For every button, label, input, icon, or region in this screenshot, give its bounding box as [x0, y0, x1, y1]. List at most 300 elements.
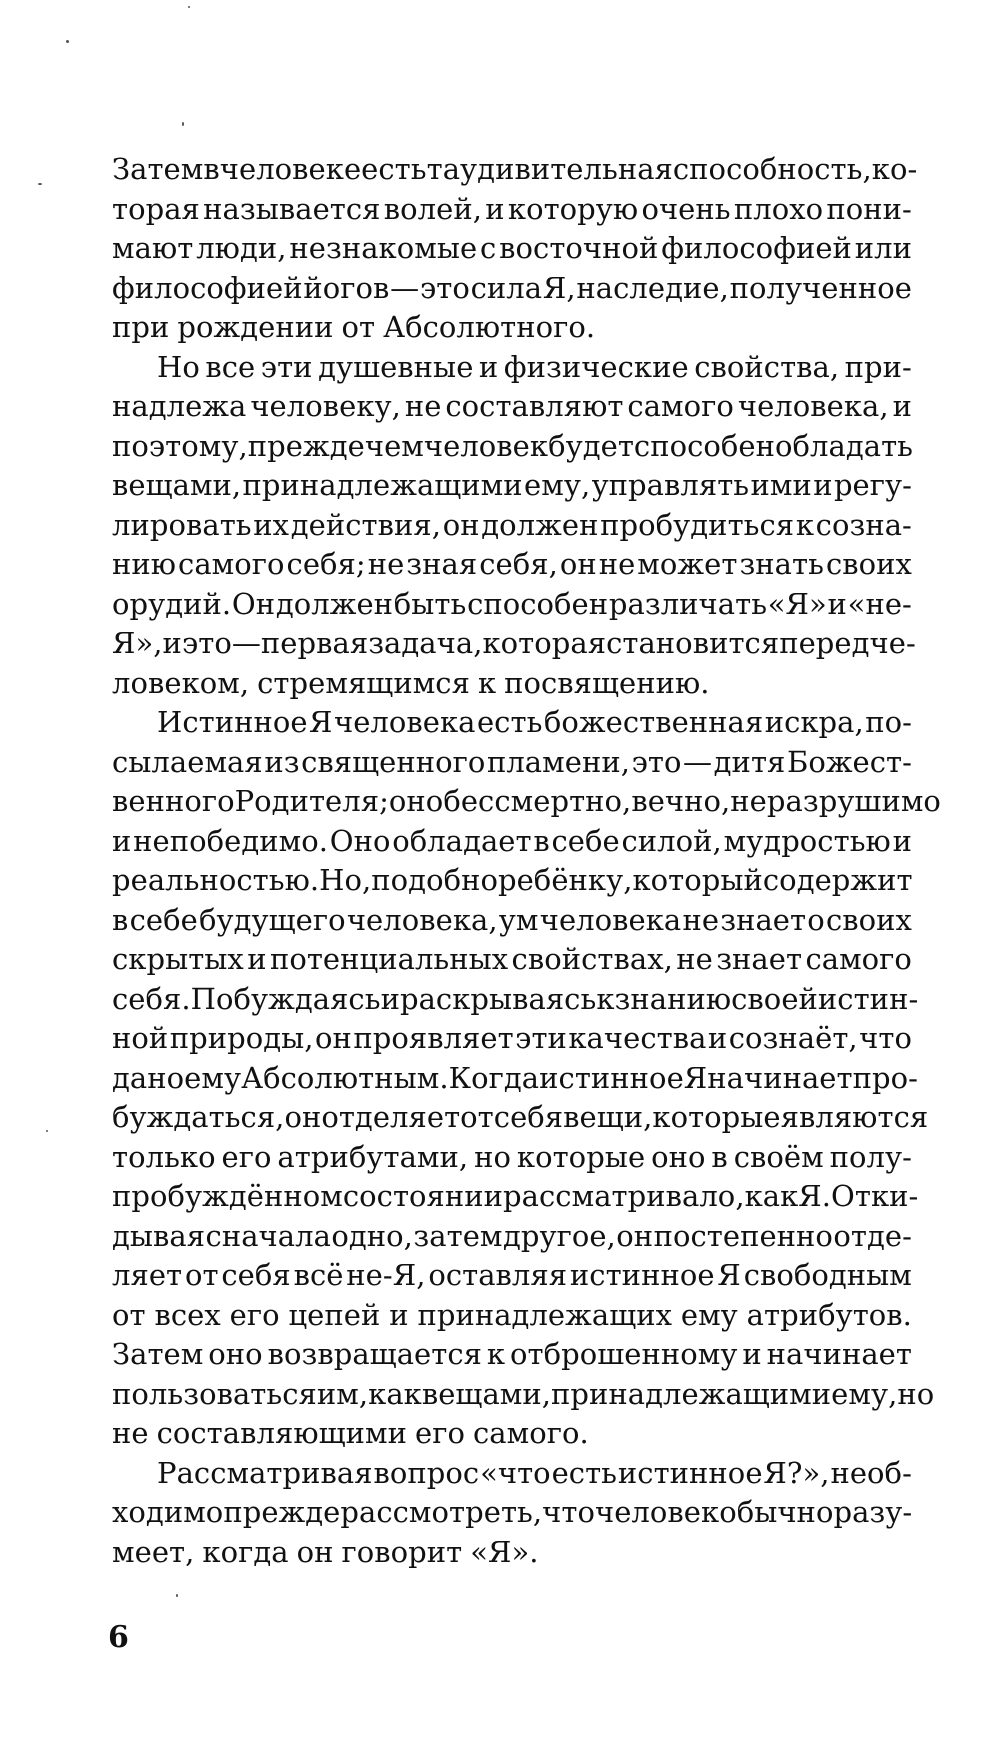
word: будущего: [199, 902, 346, 937]
word: Но: [157, 349, 200, 384]
word: знанию: [614, 981, 732, 1016]
word: Побуждаясь: [190, 981, 381, 1016]
word: рассматривало,: [503, 1179, 745, 1213]
word: философией: [661, 231, 852, 265]
word: подобно: [371, 863, 498, 897]
word: что: [859, 1021, 912, 1055]
word: регу-: [833, 468, 912, 502]
word: только: [112, 1139, 216, 1174]
word: эти: [515, 1021, 567, 1055]
word: и: [478, 349, 499, 384]
word: затем: [413, 1218, 503, 1253]
word: волей,: [383, 191, 482, 226]
word: ими: [750, 468, 812, 502]
text-line: [112, 1256, 912, 1296]
word: принадлежащими: [242, 468, 523, 502]
word: Рассматривая: [157, 1455, 373, 1490]
word: это: [419, 270, 470, 305]
word: состоянии: [342, 1179, 504, 1213]
word: себя;: [286, 547, 366, 581]
word: первая: [260, 626, 369, 660]
word: принадлежащих: [417, 1297, 672, 1332]
word: человека,: [346, 902, 498, 937]
word: все: [205, 349, 256, 384]
text-line: [112, 822, 912, 862]
word: че-: [869, 626, 916, 660]
word: про-: [852, 1060, 918, 1095]
word: о: [807, 902, 825, 937]
word: мают: [112, 231, 194, 265]
word: оставляя: [428, 1258, 568, 1292]
word: он: [284, 1100, 322, 1134]
word: «не-: [847, 586, 912, 621]
text-line: [112, 901, 912, 941]
word: и: [247, 942, 267, 976]
word: орудий.: [112, 586, 232, 621]
word: себя,: [479, 547, 558, 581]
word: истин-: [817, 981, 919, 1016]
word: и: [892, 823, 912, 858]
word: качества: [568, 1021, 707, 1055]
word: оно: [208, 1337, 263, 1371]
word: начинает: [707, 1060, 853, 1095]
word: в: [533, 823, 550, 858]
word: оно: [651, 1139, 706, 1174]
text-line: [112, 1414, 912, 1454]
word: и: [892, 389, 912, 423]
word: наследие,: [576, 270, 729, 305]
word: не: [367, 547, 405, 581]
text-line: [112, 466, 912, 506]
word: пользоваться: [112, 1376, 317, 1411]
text-line: [112, 348, 912, 388]
word: сила: [470, 270, 543, 305]
word: рождении: [177, 310, 334, 344]
word: и: [380, 981, 400, 1016]
word: потенциальных: [269, 942, 509, 976]
word: но: [897, 1376, 935, 1411]
word: мудростью: [723, 823, 891, 858]
word: в: [203, 152, 220, 186]
word: ему,: [831, 1376, 898, 1411]
word: бессмертно,: [443, 784, 632, 818]
word: называется: [203, 191, 381, 226]
word: Затем: [112, 152, 204, 186]
word: от: [112, 1297, 146, 1332]
word: говорит: [341, 1534, 463, 1569]
word: перед: [779, 626, 870, 660]
text-line: [112, 427, 912, 467]
word: и: [813, 468, 833, 502]
word: как: [368, 1376, 422, 1411]
word: Я»,: [112, 626, 163, 660]
text-line: [112, 624, 916, 664]
word: вещи,: [563, 1100, 653, 1134]
word: есть: [551, 1455, 618, 1490]
word: Я?»,: [763, 1455, 830, 1490]
word: ему: [680, 1297, 738, 1332]
word: полученное: [729, 270, 912, 305]
word: он: [296, 1534, 334, 1569]
word: скрытых: [112, 942, 244, 976]
word: самого.: [472, 1416, 589, 1450]
text-line: [112, 664, 912, 704]
word: истинное: [617, 1455, 763, 1490]
text-line: [112, 308, 912, 348]
word: отде-: [833, 1218, 912, 1253]
word: Оно: [329, 823, 391, 858]
word: быть: [393, 586, 467, 621]
word: есть: [476, 705, 543, 739]
word: Родителя;: [234, 784, 389, 818]
word: своём: [733, 1139, 824, 1174]
word: пони-: [826, 191, 912, 226]
word: и: [162, 626, 182, 660]
text-line: [112, 743, 912, 783]
word: Я.: [798, 1179, 832, 1213]
word: обладать: [775, 428, 914, 463]
word: поэтому,: [112, 428, 248, 463]
word: он: [559, 547, 597, 581]
text-line: [112, 585, 912, 625]
word: дано: [112, 1060, 185, 1095]
word: начинает: [766, 1337, 912, 1371]
word: сначала: [205, 1218, 331, 1253]
word: цепей: [288, 1297, 381, 1332]
word: сознаёт,: [728, 1021, 858, 1055]
word: к: [596, 981, 615, 1016]
text-line: [112, 1375, 935, 1415]
word: становится: [606, 626, 780, 660]
word: человек: [423, 428, 549, 463]
text-line: [112, 1019, 912, 1059]
word: задача,: [368, 626, 483, 660]
word: ловеком,: [112, 665, 250, 700]
word: реальностью.: [112, 863, 320, 897]
word: своих: [825, 547, 912, 581]
word: «что: [480, 1455, 551, 1490]
text-line: [112, 980, 919, 1020]
word: одно,: [331, 1218, 413, 1253]
word: надлежа: [112, 389, 247, 423]
word: —: [390, 270, 420, 305]
word: когда: [202, 1534, 289, 1569]
word: он: [442, 507, 480, 542]
word: торая: [112, 191, 200, 226]
word: от: [460, 1100, 494, 1134]
word: нию: [112, 547, 177, 581]
word: оно: [388, 784, 444, 818]
word: свободным: [743, 1258, 912, 1292]
word: от: [184, 1258, 219, 1292]
text-line: [112, 782, 941, 822]
word: ему: [184, 1060, 242, 1095]
word: неразрушимо: [730, 784, 941, 818]
word: должен: [481, 507, 599, 542]
word: удивительная: [460, 152, 673, 186]
word: его: [415, 1416, 465, 1450]
word: душевные: [318, 349, 474, 384]
word: ходимо: [112, 1495, 224, 1529]
word: содержит: [762, 863, 913, 897]
word: вечно,: [631, 784, 731, 818]
word: —: [231, 626, 261, 660]
word: Я: [683, 1060, 708, 1095]
word: с: [480, 231, 497, 265]
word: силой,: [621, 823, 722, 858]
word: физические: [503, 349, 689, 384]
word: венного: [112, 784, 235, 818]
word: при-: [844, 349, 912, 384]
word: чем: [364, 428, 424, 463]
word: полу-: [829, 1139, 912, 1174]
word: которые: [516, 1139, 646, 1174]
word: и: [827, 586, 847, 621]
text-line: [112, 940, 912, 980]
word: которая: [482, 626, 607, 660]
word: он: [315, 1021, 352, 1055]
scan-speck: [38, 183, 42, 185]
word: незнакомые: [289, 231, 478, 265]
word: прежде: [223, 1495, 341, 1529]
word: раскрываясь: [399, 981, 597, 1016]
word: постепенно: [653, 1218, 833, 1253]
word: человек: [595, 1495, 720, 1529]
word: разу-: [833, 1495, 913, 1529]
word: и: [485, 191, 505, 226]
word: вопрос: [373, 1455, 480, 1490]
word: очень: [641, 191, 731, 226]
word: способность,: [672, 152, 872, 186]
word: всё: [293, 1258, 344, 1292]
word: люди,: [196, 231, 287, 265]
word: отделяет: [321, 1100, 461, 1134]
word: самого: [805, 942, 912, 976]
word: не: [112, 1416, 149, 1450]
word: посвящению.: [504, 665, 710, 700]
word: себя.: [112, 981, 191, 1016]
word: являются: [780, 1100, 929, 1134]
paragraph-2: [112, 348, 916, 704]
word: Я,: [542, 270, 576, 305]
word: может: [637, 547, 738, 581]
word: «Я»: [767, 586, 827, 621]
word: отброшенному: [509, 1337, 738, 1371]
scan-speck: [188, 6, 190, 8]
word: прежде: [247, 428, 365, 463]
word: —: [683, 744, 713, 779]
word: вещами,: [421, 1376, 552, 1411]
word: искра,: [764, 705, 864, 739]
word: Абсолютного.: [383, 310, 596, 344]
word: Но,: [319, 863, 372, 897]
text-line: [112, 1296, 912, 1336]
word: составляющими: [156, 1416, 407, 1450]
word: сылаемая: [112, 744, 263, 779]
scan-speck: [66, 40, 69, 43]
word: «Я».: [470, 1534, 539, 1569]
word: различать: [608, 586, 768, 621]
word: лировать: [112, 507, 252, 542]
word: ему,: [524, 468, 591, 502]
word: есть: [361, 152, 427, 186]
text-line: [112, 703, 912, 743]
word: меет,: [112, 1534, 195, 1569]
word: к: [795, 507, 814, 542]
word: не: [598, 547, 636, 581]
word: и: [707, 1021, 728, 1055]
word: йогов: [303, 270, 390, 305]
word: знает: [716, 942, 803, 976]
word: действия,: [290, 507, 442, 542]
word: человека: [333, 705, 476, 739]
word: человеке: [219, 152, 362, 186]
word: ко-: [871, 152, 918, 186]
scan-speck: [176, 1594, 178, 1597]
word: самого: [178, 547, 285, 581]
word: человеку,: [250, 389, 401, 423]
word: должен: [275, 586, 394, 621]
text-line: [112, 545, 912, 585]
word: Затем: [112, 1337, 204, 1371]
word: будет: [548, 428, 634, 463]
word: управлять: [591, 468, 750, 502]
text-line: [112, 506, 912, 546]
text-line: [112, 861, 912, 901]
word: пробуждённом: [112, 1179, 343, 1213]
word: его: [229, 1297, 280, 1332]
word: в: [112, 902, 129, 937]
word: атрибутами,: [277, 1139, 469, 1174]
body-text: [112, 150, 941, 1572]
scan-speck: [46, 1130, 48, 1132]
word: от: [341, 310, 376, 344]
word: возвращается: [267, 1337, 482, 1371]
word: рассмотреть,: [340, 1495, 543, 1529]
text-line: [112, 269, 912, 309]
word: к: [486, 1337, 506, 1371]
word: философией: [112, 270, 303, 305]
word: природы,: [169, 1021, 314, 1055]
word: ной: [112, 1021, 169, 1055]
text-line: [112, 190, 912, 230]
word: его: [221, 1139, 272, 1174]
word: Абсолютным.: [241, 1060, 449, 1095]
word: себя: [493, 1100, 564, 1134]
word: себя: [221, 1258, 291, 1292]
word: дитя: [713, 744, 786, 779]
word: и: [112, 823, 132, 858]
text-line: [112, 1493, 912, 1533]
word: знать: [739, 547, 824, 581]
word: Божест-: [786, 744, 912, 779]
word: своих: [826, 902, 912, 937]
text-line: [112, 1059, 918, 1099]
word: но: [474, 1139, 511, 1174]
word: составляют: [445, 389, 624, 423]
word: пробудиться: [600, 507, 795, 542]
word: в: [711, 1139, 728, 1174]
word: плохо: [733, 191, 824, 226]
word: человека,: [737, 389, 889, 423]
word: всех: [154, 1297, 221, 1332]
word: священного: [301, 744, 486, 779]
word: ум: [498, 902, 539, 937]
word: обычно: [719, 1495, 834, 1529]
word: не: [676, 942, 713, 976]
word: дывая: [112, 1218, 206, 1253]
word: не: [682, 902, 720, 937]
word: им,: [316, 1376, 369, 1411]
word: истинное: [569, 1258, 715, 1292]
word: пламени,: [486, 744, 630, 779]
word: себе: [129, 902, 198, 937]
word: это: [181, 626, 232, 660]
page-number: 6: [108, 1620, 129, 1655]
paragraph-4: [112, 1454, 912, 1573]
text-line: [112, 229, 912, 269]
word: та: [426, 152, 461, 186]
text-line: [112, 1217, 912, 1257]
word: другое,: [502, 1218, 616, 1253]
word: созна-: [815, 507, 912, 542]
word: себе: [551, 823, 620, 858]
word: обладает: [392, 823, 532, 858]
word: по-: [865, 705, 912, 739]
word: и: [742, 1337, 762, 1371]
word: Он: [231, 586, 276, 621]
text-line: [112, 1454, 912, 1494]
word: что: [542, 1495, 595, 1529]
text-line: [112, 150, 918, 190]
word: свойства,: [694, 349, 840, 384]
paragraph-3: [112, 703, 941, 1454]
word: способен: [633, 428, 776, 463]
word: проявляет: [353, 1021, 514, 1055]
word: своей: [731, 981, 818, 1016]
word: способен: [467, 586, 609, 621]
text-line: [112, 387, 912, 427]
word: истинное: [539, 1060, 684, 1095]
word: Я: [309, 705, 333, 739]
paragraph-1: [112, 150, 918, 348]
word: знает: [720, 902, 807, 937]
word: зная: [406, 547, 478, 581]
word: буждаться,: [112, 1100, 285, 1134]
word: их: [253, 507, 290, 542]
word: которую: [507, 191, 639, 226]
text-line: [112, 1177, 919, 1217]
word: которые: [652, 1100, 781, 1134]
word: свойствах,: [511, 942, 673, 976]
word: человека: [539, 902, 682, 937]
word: эти: [260, 349, 313, 384]
word: Я: [717, 1258, 741, 1292]
text-line: [112, 1098, 929, 1138]
word: при: [112, 310, 170, 344]
word: который: [632, 863, 763, 897]
word: он: [616, 1218, 654, 1253]
word: или: [854, 231, 912, 265]
word: как: [744, 1179, 799, 1213]
word: из: [264, 744, 300, 779]
word: Истинное: [157, 705, 308, 739]
word: непобедимо.: [133, 823, 329, 858]
word: принадлежащими: [551, 1376, 832, 1411]
word: к: [477, 665, 497, 700]
text-line: [112, 1335, 912, 1375]
word: восточной: [499, 231, 659, 265]
